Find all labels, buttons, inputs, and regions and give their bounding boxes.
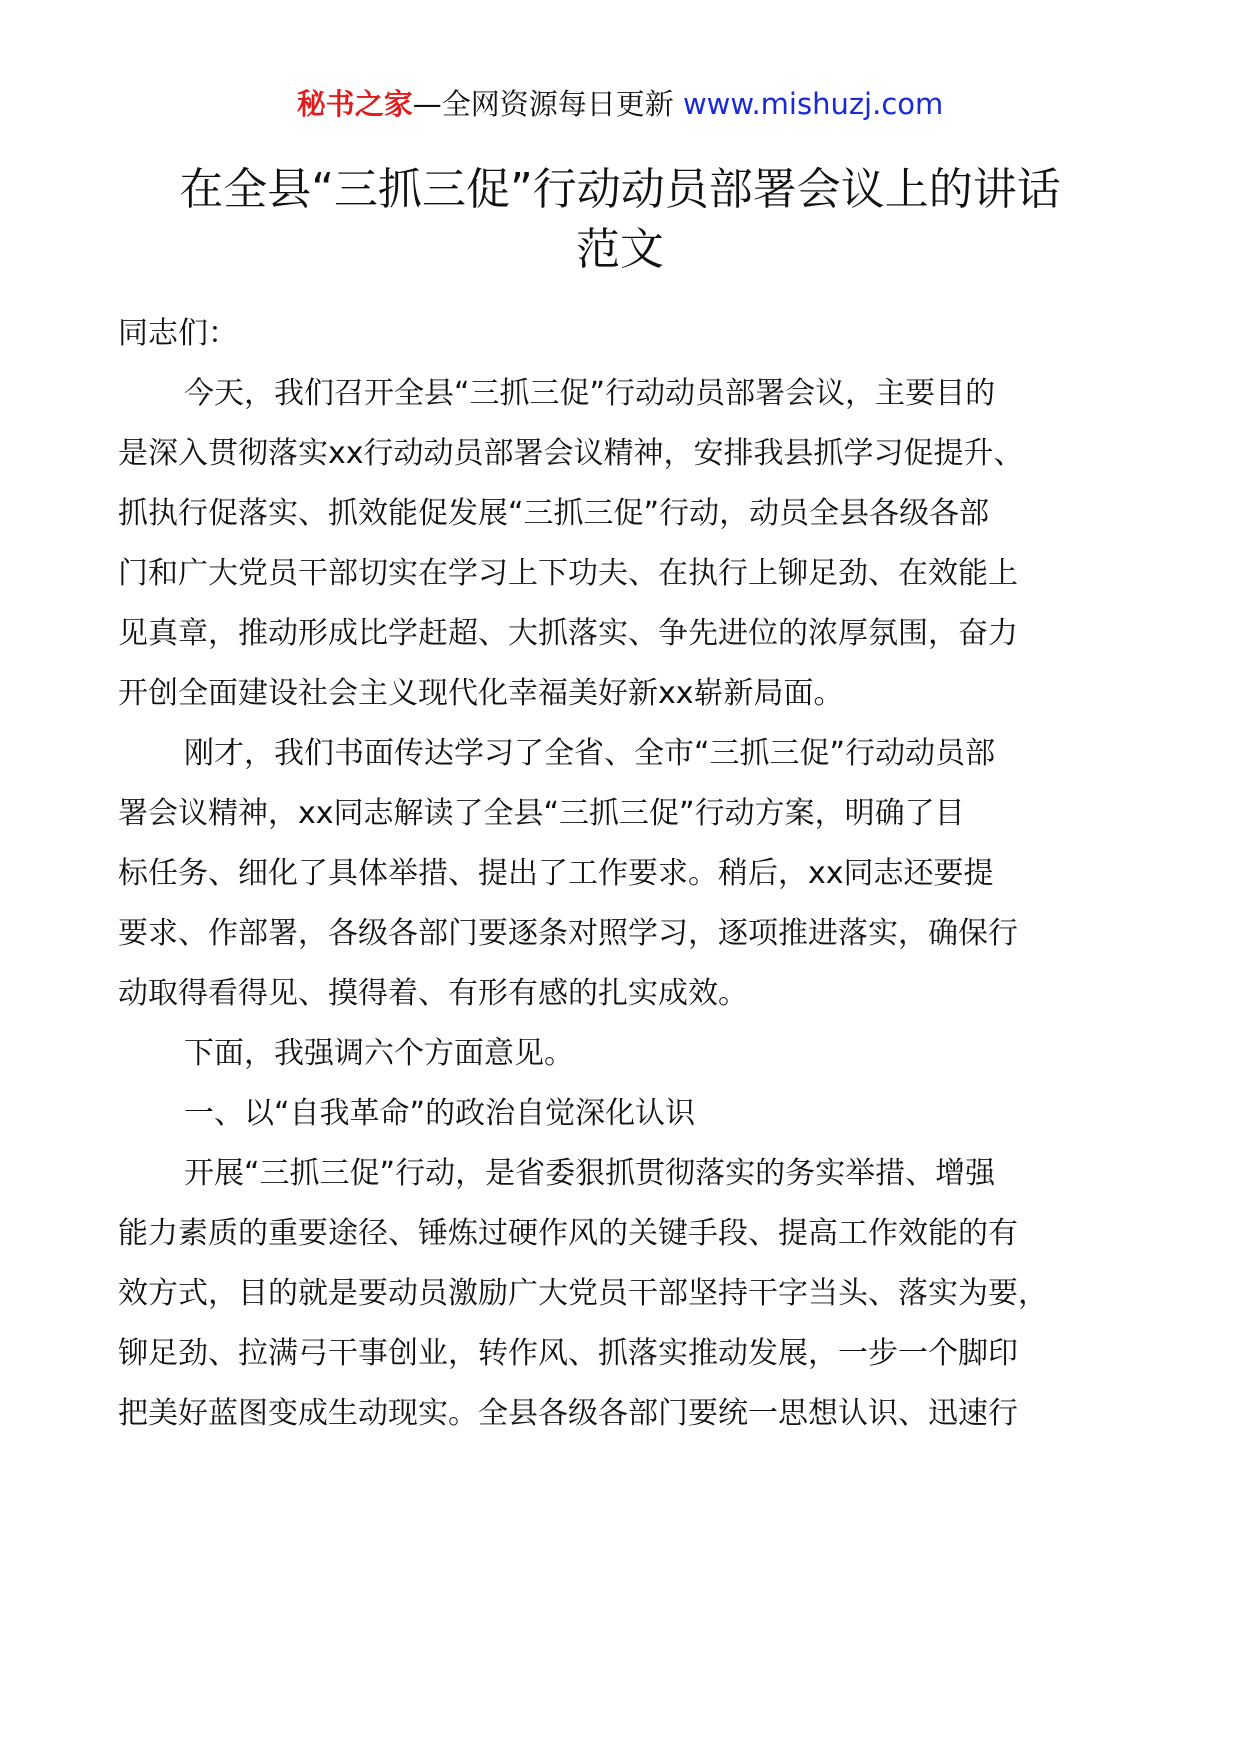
paragraph-line: 标任务、细化了具体举措、提出了工作要求。稍后，xx同志还要提 [118, 856, 994, 891]
paragraph-line: 开创全面建设社会主义现代化幸福美好新xx崭新局面。 [118, 676, 844, 711]
salutation: 同志们： [118, 316, 238, 351]
document-body [118, 314, 1158, 1454]
page-header [0, 84, 1240, 124]
paragraph-line: 署会议精神，xx同志解读了全县“三抓三促”行动方案，明确了目 [118, 796, 965, 831]
paragraph-line: 效方式，目的就是要动员激励广大党员干部坚持干字当头、落实为要， [118, 1276, 1048, 1311]
paragraph-line: 下面，我强调六个方面意见。 [184, 1036, 574, 1071]
paragraph-line: 动取得看得见、摸得着、有形有感的扎实成效。 [118, 976, 748, 1011]
paragraph [118, 1034, 1158, 1094]
website-url[interactable]: www.mishuzj.com [682, 87, 944, 121]
section-heading [118, 1094, 1158, 1154]
paragraph-line: 是深入贯彻落实xx行动动员部署会议精神，安排我县抓学习促提升、 [118, 436, 1024, 471]
paragraph [118, 734, 1158, 1034]
paragraph [118, 374, 1158, 734]
paragraph-line: 开展“三抓三促”行动，是省委狠抓贯彻落实的务实举措、增强 [184, 1156, 996, 1191]
paragraph [118, 1154, 1158, 1454]
paragraph-line: 今天，我们召开全县“三抓三促”行动动员部署会议，主要目的 [184, 376, 996, 411]
document-title [100, 160, 1140, 280]
paragraph-line: 抓执行促落实、抓效能促发展“三抓三促”行动，动员全县各级各部 [118, 496, 990, 531]
paragraph-line: 铆足劲、拉满弓干事创业，转作风、抓落实推动发展，一步一个脚印 [118, 1336, 1018, 1371]
section-heading-line: 一、以“自我革命”的政治自觉深化认识 [184, 1096, 696, 1131]
paragraph-line: 要求、作部署，各级各部门要逐条对照学习，逐项推进落实，确保行 [118, 916, 1018, 951]
paragraph-line: 见真章，推动形成比学赶超、大抓落实、争先进位的浓厚氛围，奋力 [118, 616, 1018, 651]
header-tagline: —全网资源每日更新 [412, 87, 683, 121]
paragraph-line: 刚才，我们书面传达学习了全省、全市“三抓三促”行动动员部 [184, 736, 996, 771]
paragraph-line: 门和广大党员干部切实在学习上下功夫、在执行上铆足劲、在效能上 [118, 556, 1018, 591]
paragraph-line: 能力素质的重要途径、锤炼过硬作风的关键手段、提高工作效能的有 [118, 1216, 1018, 1251]
title-line: 范文 [576, 224, 664, 275]
brand-name: 秘书之家 [296, 87, 413, 121]
title-line: 在全县“三抓三促”行动动员部署会议上的讲话 [179, 164, 1061, 215]
paragraph-line: 把美好蓝图变成生动现实。全县各级各部门要统一思想认识、迅速行 [118, 1396, 1018, 1431]
